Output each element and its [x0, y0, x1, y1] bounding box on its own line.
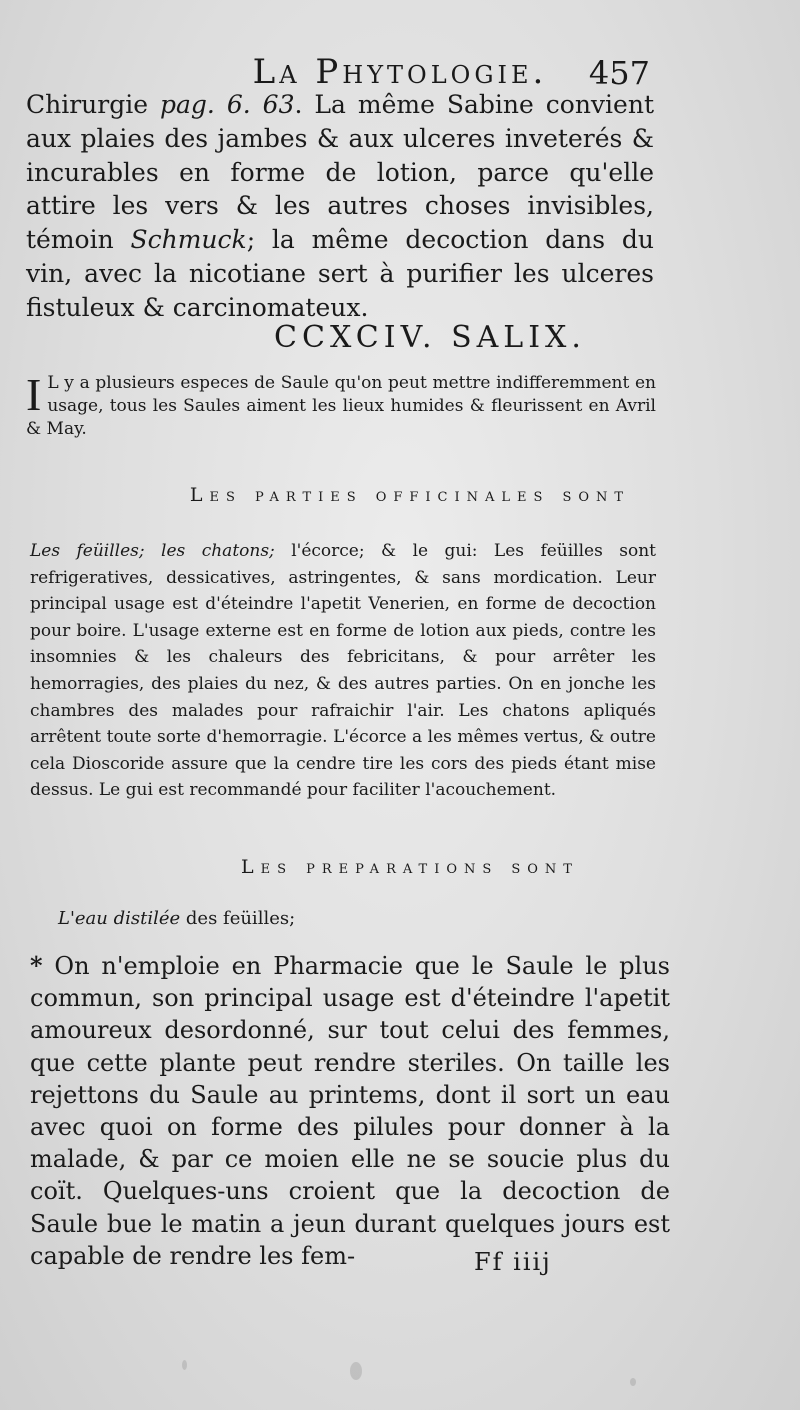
- officinal-text: l'écorce; & le gui: Les feüilles sont refrigeratives, dessicatives, astringentes, & sans mordication. Leur principal usage est d'éteindre l'apetit Venerien, en forme de decoction pour boire. L'usage externe est en forme de lotion aux pieds, contre les insomnies & les chaleurs des febricitans, & pour arrêter les hemorragies, des plaies du nez, & des autres parties. On en jonche les chambres des malades pour rafraichir l'air. Les chatons apliqués arrêtent toute sorte d'hemorragie. L'écorce a les mêmes vertus, & outre cela Dioscoride assure que la cendre tire les cors des pieds étant mise dessus. Le gui est recommandé pour faciliter l'acouchement.: [30, 541, 657, 801]
- running-title: La Phytologie.: [252, 52, 548, 92]
- intro-text: L y a plusieurs especes de Saule qu'on peut mettre indifferemment en usage, tous les Saules aiment les lieux humides & fleurissent en Avril & May.: [26, 373, 656, 439]
- top-text-part-2: ; la même decoction dans du vin, avec la nicotiane sert à purifier les ulceres fistuleux & carcinomateux.: [26, 225, 654, 322]
- officinal-paragraph: [30, 538, 656, 804]
- preparations-line: [58, 908, 295, 929]
- author-reference: Schmuck: [130, 225, 247, 255]
- preparations-text: des feüilles;: [180, 908, 296, 929]
- signature-mark: Ff iiij: [474, 1248, 552, 1276]
- section-heading: CCXCIV. SALIX.: [274, 320, 586, 355]
- section-intro: [26, 369, 656, 441]
- page-reference: pag. 6. 63: [160, 90, 295, 119]
- ink-speck: [350, 1362, 362, 1380]
- officinal-heading: Les parties officinales sont: [189, 484, 631, 506]
- preparations-heading: Les preparations sont: [241, 856, 579, 878]
- note-text: On n'emploie en Pharmacie que le Saule le plus commun, son principal usage est d'éteindre l'apetit amoureux desordonné, sur tout celui des femmes, que cette plante peut rendre steriles. On taille les rejettons du Saule au printems, dont il sort un eau avec quoi on forme des pilules pour donner à la malade, & par ce moien elle ne se soucie plus du coït. Quelques-uns croient que la decoction de Saule bue le matin a jeun durant quelques jours est capable de rendre les fem-: [30, 952, 670, 1270]
- preparations-lead: L'eau distilée: [58, 908, 181, 929]
- ink-speck: [182, 1360, 187, 1370]
- top-paragraph: [26, 88, 654, 325]
- top-lead-text: Chirurgie: [26, 90, 160, 119]
- top-text-part-1: . La même Sabine convient aux plaies des jambes & aux ulceres inveterés & incurables en forme de lotion, parce qu'elle attire les vers & les autres choses invisibles, témoin: [26, 90, 654, 255]
- page-number: 457: [588, 54, 650, 92]
- note-star: *: [30, 951, 43, 980]
- note-paragraph: [30, 950, 670, 1272]
- officinal-lead: Les feüilles; les chatons;: [30, 541, 275, 561]
- drop-cap: I: [26, 369, 42, 420]
- ink-speck: [630, 1378, 636, 1386]
